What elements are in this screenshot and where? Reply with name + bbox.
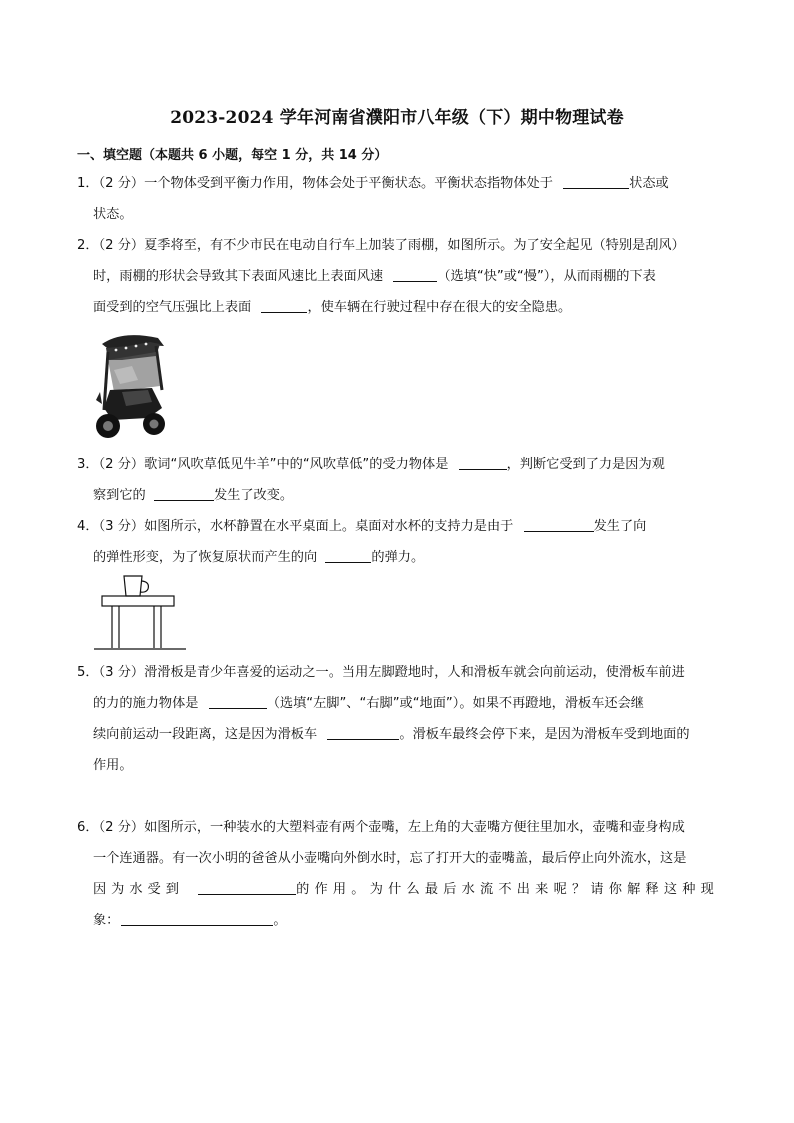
question-2-line-2 xyxy=(93,267,656,287)
question-6-line-1 xyxy=(77,818,685,838)
answer-blank[interactable] xyxy=(154,486,214,501)
question-3-line-1 xyxy=(77,455,665,475)
question-2-text: （选填“快”或“慢”），从而雨棚的下表 xyxy=(437,269,656,284)
question-2-text: 面受到的空气压强比上表面 xyxy=(93,300,252,315)
answer-blank[interactable] xyxy=(325,548,371,563)
question-1-text: 状态。 xyxy=(93,207,133,222)
question-5-text: 的力的施力物体是 xyxy=(93,696,199,711)
question-5-text: 。滑板车最终会停下来，是因为滑板车受到地面的 xyxy=(399,727,690,742)
answer-blank[interactable] xyxy=(393,267,437,282)
question-3-text: 察到它的 xyxy=(93,488,146,503)
cup-on-table-image xyxy=(92,572,188,652)
question-1-text: 1．（2 分）一个物体受到平衡力作用，物体会处于平衡状态。平衡状态指物体处于 xyxy=(77,176,553,191)
question-6-text: 一个连通器。有一次小明的爸爸从小壶嘴向外倒水时，忘了打开大的壶嘴盖，最后停止向外流水，这是 xyxy=(93,851,687,866)
question-4-line-2 xyxy=(93,548,424,568)
question-6-text: 的作用。为什么最后水流不出来呢？请你解释这种现 xyxy=(296,882,720,897)
scooter-canopy-image xyxy=(92,330,172,442)
question-3-text: 发生了改变。 xyxy=(213,488,294,503)
question-3-line-2 xyxy=(93,486,293,506)
answer-blank[interactable] xyxy=(524,517,594,532)
question-1-line-1 xyxy=(77,174,669,194)
question-5-line-4 xyxy=(93,756,133,776)
question-1-line-2 xyxy=(93,205,133,225)
question-4-text: 4．（3 分）如图所示，水杯静置在水平桌面上。桌面对水杯的支持力是由于 xyxy=(77,519,514,534)
question-5-text: 作用。 xyxy=(93,758,133,773)
question-2-text: 2．（2 分）夏季将至，有不少市民在电动自行车上加装了雨棚，如图所示。为了安全起见（特别是刮风） xyxy=(77,238,685,253)
question-5-text: 续向前运动一段距离，这是因为滑板车 xyxy=(93,727,318,742)
answer-blank[interactable] xyxy=(209,694,267,709)
question-4-text: 的弹力。 xyxy=(371,550,425,565)
page-title: 2023-2024 学年河南省濮阳市八年级（下）期中物理试卷 xyxy=(170,108,624,128)
answer-blank[interactable] xyxy=(198,880,296,895)
answer-blank[interactable] xyxy=(121,911,273,926)
question-2-text: 时，雨棚的形状会导致其下表面风速比上表面风速 xyxy=(93,269,384,284)
question-6-text: 6．（2 分）如图所示，一种装水的大塑料壶有两个壶嘴，左上角的大壶嘴方便往里加水，壶嘴和壶身构成 xyxy=(77,820,685,835)
question-6-line-4 xyxy=(93,911,287,931)
question-2-line-1 xyxy=(77,236,685,256)
question-5-text: （选填“左脚”、“右脚”或“地面”）。如果不再蹬地，滑板车还会继 xyxy=(266,696,644,711)
answer-blank[interactable] xyxy=(327,725,399,740)
question-5-line-2 xyxy=(93,694,644,714)
question-2-text: ，使车辆在行驶过程中存在很大的安全隐患。 xyxy=(307,300,572,315)
question-4-line-1 xyxy=(77,517,646,537)
question-6-text: 。 xyxy=(273,913,287,928)
question-3-text: ，判断它受到了力是因为观 xyxy=(506,457,665,472)
question-6-text: 因为水受到 xyxy=(93,882,184,897)
section-heading: 一、填空题（本题共 6 小题，每空 1 分，共 14 分） xyxy=(77,148,388,163)
answer-blank[interactable] xyxy=(459,455,507,470)
question-1-text: 状态或 xyxy=(629,176,669,191)
question-2-line-3 xyxy=(93,298,571,318)
answer-blank[interactable] xyxy=(563,174,629,189)
question-5-text: 5．（3 分）滑滑板是青少年喜爱的运动之一。当用左脚蹬地时，人和滑板车就会向前运动，使滑板车前进 xyxy=(77,665,685,680)
question-6-text: 象： xyxy=(93,913,120,928)
question-6-line-2 xyxy=(93,849,686,869)
question-6-line-3 xyxy=(93,880,719,900)
question-5-line-3 xyxy=(93,725,690,745)
question-5-line-1 xyxy=(77,663,685,683)
question-4-text: 的弹性形变，为了恢复原状而产生的向 xyxy=(93,550,318,565)
question-4-text: 发生了向 xyxy=(593,519,647,534)
question-3-text: 3．（2 分）歌词“风吹草低见牛羊”中的“风吹草低”的受力物体是 xyxy=(77,457,449,472)
answer-blank[interactable] xyxy=(261,298,307,313)
